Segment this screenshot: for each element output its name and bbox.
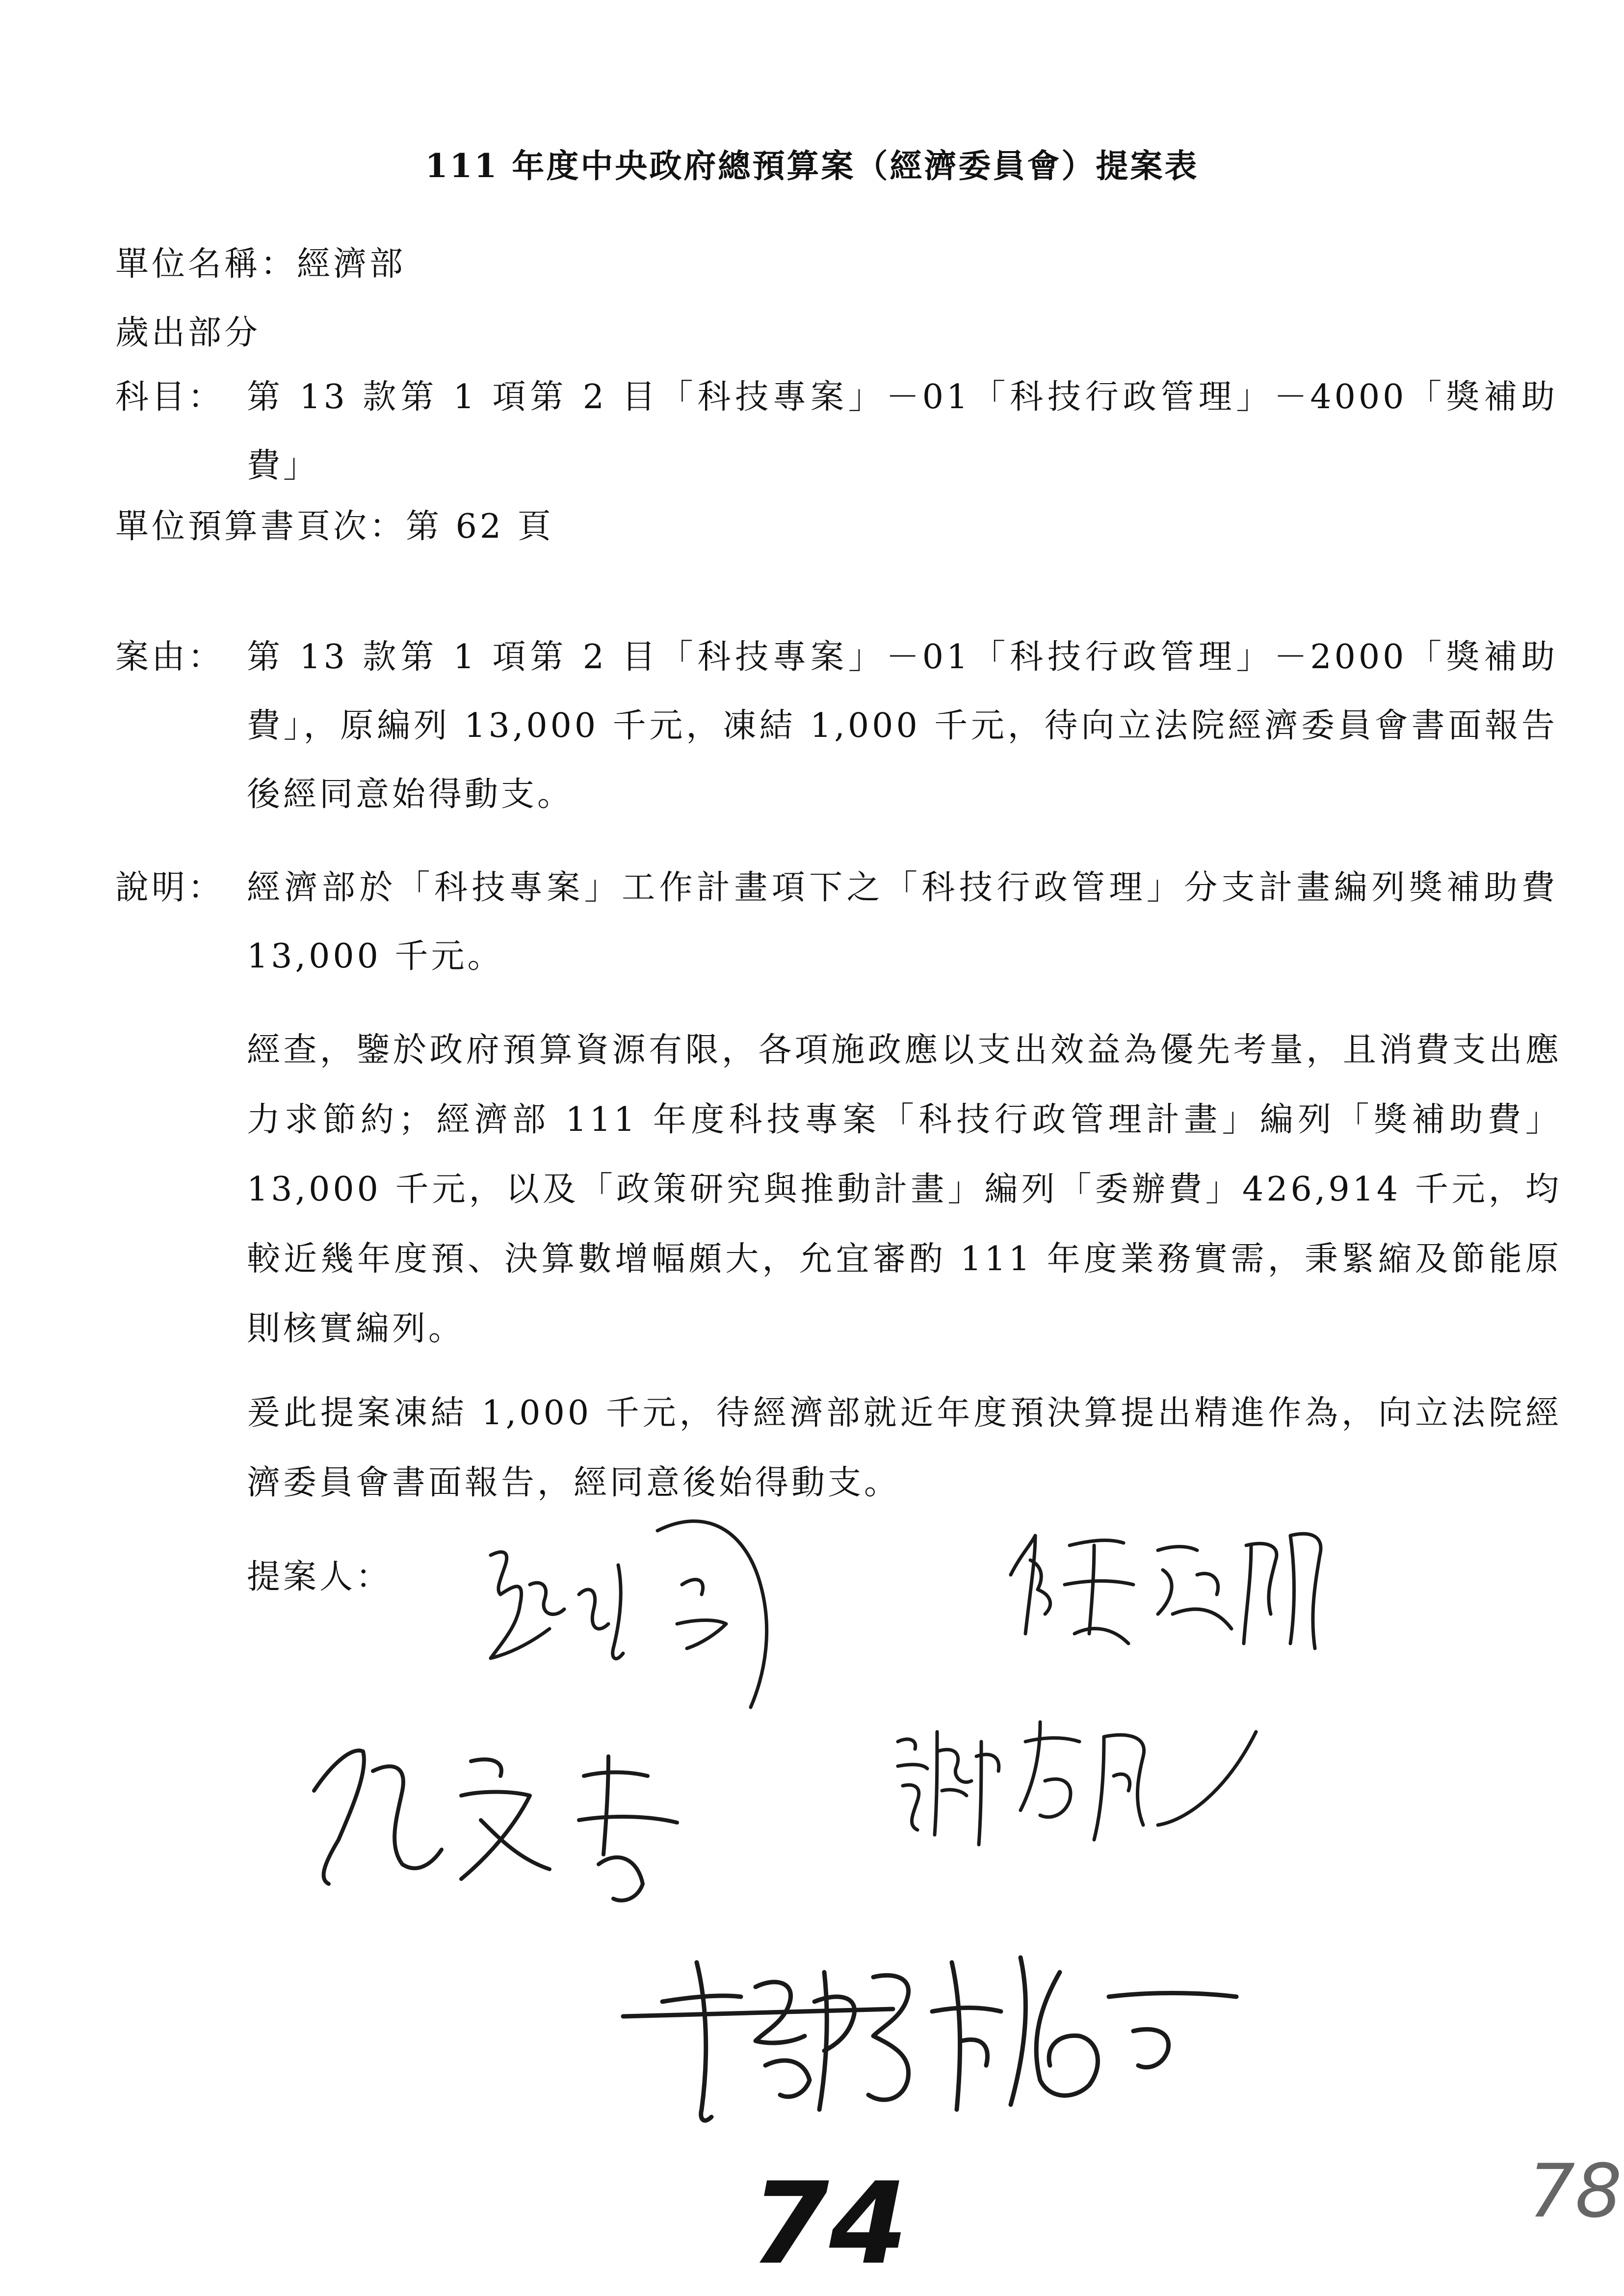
explanation-block	[115, 854, 1558, 991]
proposer-label: 提案人：	[247, 1558, 393, 1596]
section-label: 歲出部分	[115, 313, 261, 352]
page-title: 111 年度中央政府總預算案（經濟委員會）提案表	[425, 147, 1199, 185]
signature-4	[883, 1702, 1276, 1859]
budget-page-ref: 單位預算書頁次：第 62 頁	[115, 507, 554, 546]
page-number: 74	[751, 2159, 908, 2290]
signature-3	[294, 1717, 736, 1913]
subject-label: 科目：	[115, 378, 225, 417]
subject-text: 第 13 款第 1 項第 2 目「科技專案」－01「科技行政管理」－4000「獎補助費」	[247, 378, 1558, 485]
corner-page-number: 78	[1528, 2149, 1622, 2234]
subject-block	[115, 363, 1558, 500]
signature-2	[1001, 1516, 1344, 1663]
signature-5	[618, 1943, 1285, 2139]
explanation-paragraph-3: 爰此提案凍結 1,000 千元，待經濟部就近年度預決算提出精進作為，向立法院經濟委員會書面報告，經同意後始得動支。	[247, 1394, 1562, 1502]
explanation-label: 說明：	[115, 868, 225, 907]
motion-block	[115, 623, 1558, 829]
explanation-text: 經濟部於「科技專案」工作計畫項下之「科技行政管理」分支計畫編列獎補助費 13,000 千元。	[247, 868, 1558, 976]
unit-name: 單位名稱：經濟部	[115, 245, 406, 284]
signature-1	[471, 1511, 824, 1717]
explanation-paragraph-2: 經查，鑒於政府預算資源有限，各項施政應以支出效益為優先考量，且消費支出應力求節約；經濟部 111 年度科技專案「科技行政管理計畫」編列「獎補助費」13,000 千元，以及「政策研究與推動計畫」編列「委辦費」426,914 千元，均較近幾年度預、決算數增幅頗大，允宜審酌 111 年度業務實需，秉緊縮及節能原則核實編列。	[247, 1031, 1562, 1348]
motion-label: 案由：	[115, 638, 225, 677]
motion-text: 第 13 款第 1 項第 2 目「科技專案」－01「科技行政管理」－2000「獎補助費」，原編列 13,000 千元，凍結 1,000 千元，待向立法院經濟委員會書面報告後經同意始得動支。	[247, 638, 1558, 814]
